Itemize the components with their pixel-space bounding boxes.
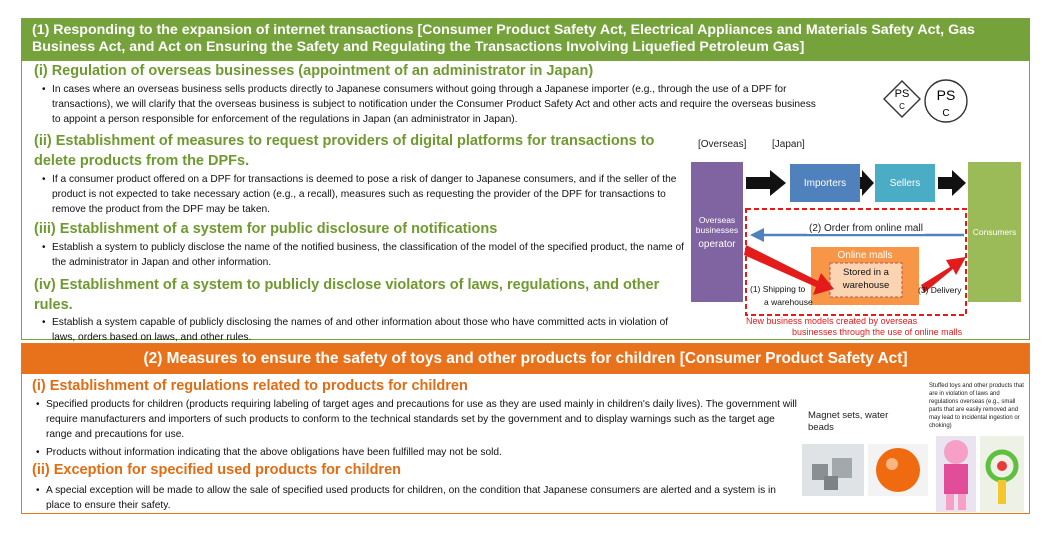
bullet-icon: • [36, 447, 40, 458]
ps-circle-top: PS [936, 87, 956, 103]
item-iv-heading: (iv) Establishment of a system to publicly disclose violators of laws, regulations, and other rules. [34, 277, 660, 313]
section-1 [21, 18, 1030, 343]
delivery-label: (3) Delivery [918, 285, 962, 295]
operator-text: operator [698, 238, 736, 250]
item-2i-heading: (i) Establishment of regulations related to products for children [32, 378, 468, 394]
bullet-icon: • [36, 399, 40, 410]
item-2ii-bullet-1 [36, 483, 798, 513]
item-2ii-heading: (ii) Exception for specified used products for children [32, 462, 401, 478]
diagram-arrows [22, 19, 1031, 341]
shipping-label-2: a warehouse [764, 297, 813, 307]
item-2i-bullet-1 [36, 397, 798, 442]
bullet-icon: • [42, 242, 46, 253]
bullet-icon: • [42, 174, 46, 185]
item-2i-text-1: Specified products for children (products requiring labeling of target ages and precautions for use as they are used mainly in children's daily lives). The government will require manufacturers and importers of such products to conform to the technical standards set by the government and to display warnings such as the target age range and precautions for use. [46, 399, 797, 440]
section-2 [21, 343, 1030, 514]
arrow-to-importers [746, 170, 786, 196]
warehouse-label: Stored in a warehouse [842, 267, 890, 291]
sellers-box: Sellers [875, 164, 935, 202]
item-ii-heading: (ii) Establishment of measures to request providers of digital platforms for transactions to delete products from the DPFs. [34, 133, 655, 169]
item-iv-text: Establish a system capable of publicly disclosing the names of and other information about those who have committed acts in violation of laws, orders based on laws, and other rules. [52, 317, 669, 343]
item-i-heading: (i) Regulation of overseas businesses (appointment of an administrator in Japan) [34, 63, 594, 79]
importers-box: Importers [790, 164, 860, 202]
toys-caption: Stuffed toys and other products that are in violation of laws and regulations overseas (e.g., small parts that are easily removed and may lead to incidental ingestion or choking) [929, 383, 1024, 429]
section-2-title: (2) Measures to ensure the safety of toys and other products for children [Consumer Product Safety Act] [22, 344, 1029, 374]
section-1-title: (1) Responding to the expansion of internet transactions [Consumer Product Safety Act, Electrical Appliances and Materials Safety Act, Gas Business Act, and Act on Ensuring the Safety and Regulating the Transactions Involving Liquefied Petroleum Gas] [22, 19, 1029, 61]
ps-diamond-bottom: C [899, 102, 905, 111]
bullet-icon: • [42, 317, 46, 328]
item-2ii-text-1: A special exception will be made to allow the sale of specified used products for children, on the condition that Japanese consumers are alerted and a system is in place to ensure their safety. [46, 485, 776, 511]
ps-circle-bottom: C [942, 108, 950, 119]
item-2i-bullet-2 [36, 445, 798, 460]
consumers-box: Consumers [968, 162, 1021, 302]
japan-label: [Japan] [772, 139, 805, 150]
order-label: (2) Order from online mall [809, 223, 923, 234]
arrow-to-consumers [938, 170, 966, 196]
caption-line-1: New business models created by overseas [746, 316, 918, 326]
item-iii-text: Establish a system to publicly disclose the name of the notified business, the classification of the model of the specified product, the name of the administrator in Japan and other information. [52, 242, 684, 268]
ps-diamond-top: PS [894, 88, 910, 100]
item-ii-text: If a consumer product offered on a DPF for transactions is deemed to pose a risk of danger to Japanese consumers, and if the seller of the product is not expected to take necessary action (e.g., a recall), measures such as requesting the provider of the DPF for transactions to remove the product from the DPF may be taken. [52, 174, 677, 215]
item-2i-text-2: Products without information indicating that the above obligations have been fulfilled may not be sold. [46, 447, 502, 458]
bullet-icon: • [42, 84, 46, 95]
product-pictures [802, 436, 1026, 512]
magnet-caption: Magnet sets, water beads [808, 410, 889, 433]
item-iii-heading: (iii) Establishment of a system for public disclosure of notifications [34, 221, 498, 237]
caption-line-2: businesses through the use of online malls [792, 327, 963, 337]
bullet-icon: • [36, 485, 40, 496]
overseas-businesses-text: Overseas businesses [695, 214, 739, 235]
online-malls-label: Online malls [837, 250, 893, 261]
arrow-to-sellers [860, 170, 874, 196]
item-i-text: In cases where an overseas business sells products directly to Japanese consumers without going through a Japanese importer (e.g., through the use of a DPF for transactions), we will clarify that the overseas business is subject to notification under the Consumer Product Safety Act and other acts and require the overseas business to appoint a person responsible for enforcement of the regulations in Japan (an administrator in Japan). [52, 84, 816, 125]
overseas-label: [Overseas] [698, 139, 747, 150]
shipping-label-1: (1) Shipping to [750, 284, 806, 294]
